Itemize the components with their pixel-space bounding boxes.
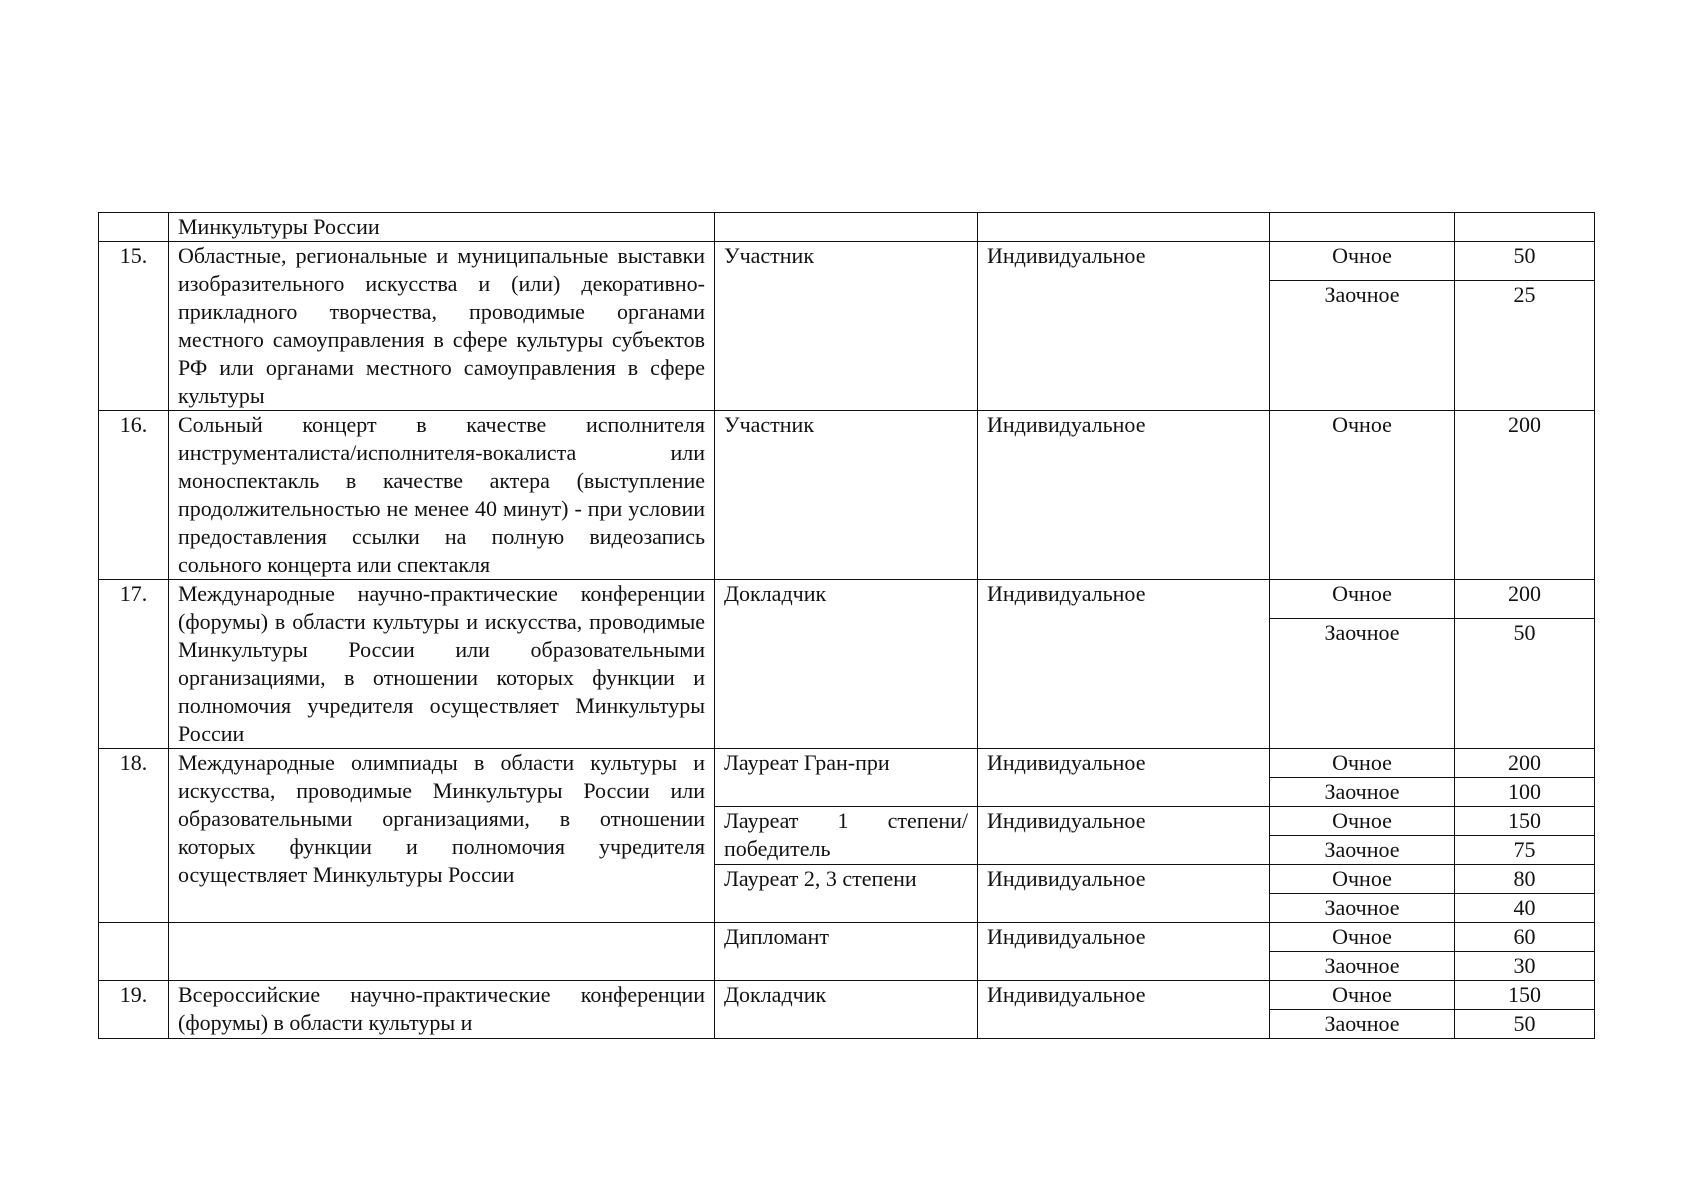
cell-points: 60 [1455,923,1595,952]
cell-status: Лауреат 1 степени/ победитель [715,807,978,865]
cell-num: 16. [99,411,169,580]
cell-points: 50 [1455,1010,1595,1039]
cell-participation-type: Индивидуальное [978,580,1270,749]
cell-points: 200 [1455,580,1595,619]
cell-form-empty [1270,213,1455,242]
table-row-continuation [99,213,1595,242]
cell-points: 50 [1455,619,1595,749]
cell-points: 80 [1455,865,1595,894]
cell-form: Очное [1270,749,1455,778]
cell-form: Очное [1270,923,1455,952]
cell-type-empty [978,213,1270,242]
cell-participation-type: Индивидуальное [978,865,1270,923]
cell-form: Очное [1270,411,1455,580]
cell-num: 15. [99,242,169,411]
table-row [99,981,1595,1010]
criteria-table [98,212,1595,1039]
cell-status: Лауреат Гран-при [715,749,978,807]
cell-participation-type: Индивидуальное [978,981,1270,1039]
cell-status: Докладчик [715,981,978,1039]
cell-form: Заочное [1270,778,1455,807]
cell-form: Заочное [1270,1010,1455,1039]
cell-activity-name: Международные научно-практические конференции (форумы) в области культуры и искусства, проводимые Минкультуры России или образовательными организациями, в отношении которых функции и полномочия учредителя осуществляет Минкультуры России [169,580,715,749]
cell-points: 200 [1455,411,1595,580]
cell-points: 30 [1455,952,1595,981]
cell-num-empty [99,923,169,981]
cell-status: Участник [715,242,978,411]
cell-form: Заочное [1270,894,1455,923]
cell-points: 40 [1455,894,1595,923]
cell-activity-name: Сольный концерт в качестве исполнителя инструменталиста/исполнителя-вокалиста или моноспектакль в качестве актера (выступление продолжительностью не менее 40 минут) - при условии предоставления ссылки на полную видеозапись сольного концерта или спектакля [169,411,715,580]
cell-status: Участник [715,411,978,580]
cell-num: 19. [99,981,169,1039]
cell-points: 75 [1455,836,1595,865]
cell-activity-name: Всероссийские научно-практические конференции (форумы) в области культуры и [169,981,715,1039]
cell-points: 150 [1455,807,1595,836]
table-row [99,411,1595,580]
cell-form: Очное [1270,580,1455,619]
cell-activity-name-empty [169,923,715,981]
cell-form: Очное [1270,981,1455,1010]
cell-points: 200 [1455,749,1595,778]
table-row [99,923,1595,952]
cell-activity-name: Международные олимпиады в области культуры и искусства, проводимые Минкультуры России или образовательными организациями, в отношении которых функции и полномочия учредителя осуществляет Минкультуры России [169,749,715,923]
cell-points: 25 [1455,281,1595,411]
cell-participation-type: Индивидуальное [978,411,1270,580]
cell-status: Лауреат 2, 3 степени [715,865,978,923]
cell-form: Заочное [1270,619,1455,749]
cell-status-empty [715,213,978,242]
cell-num: 17. [99,580,169,749]
cell-form: Очное [1270,242,1455,281]
cell-activity-name: Областные, региональные и муниципальные выставки изобразительного искусства и (или) декоративно-прикладного творчества, проводимые органами местного самоуправления в сфере культуры субъектов РФ или органами местного самоуправления в сфере культуры [169,242,715,411]
cell-form: Заочное [1270,281,1455,411]
table-row [99,580,1595,619]
cell-form: Заочное [1270,952,1455,981]
cell-points: 50 [1455,242,1595,281]
cell-points: 100 [1455,778,1595,807]
cell-participation-type: Индивидуальное [978,242,1270,411]
cell-form: Заочное [1270,836,1455,865]
cell-form: Очное [1270,807,1455,836]
cell-participation-type: Индивидуальное [978,807,1270,865]
cell-num: 18. [99,749,169,923]
cell-points-empty [1455,213,1595,242]
cell-num-empty [99,213,169,242]
cell-status: Дипломант [715,923,978,981]
cell-status: Докладчик [715,580,978,749]
table-row [99,242,1595,281]
cell-participation-type: Индивидуальное [978,749,1270,807]
cell-activity-name: Минкультуры России [169,213,715,242]
cell-form: Очное [1270,865,1455,894]
cell-participation-type: Индивидуальное [978,923,1270,981]
table-row [99,749,1595,778]
cell-points: 150 [1455,981,1595,1010]
